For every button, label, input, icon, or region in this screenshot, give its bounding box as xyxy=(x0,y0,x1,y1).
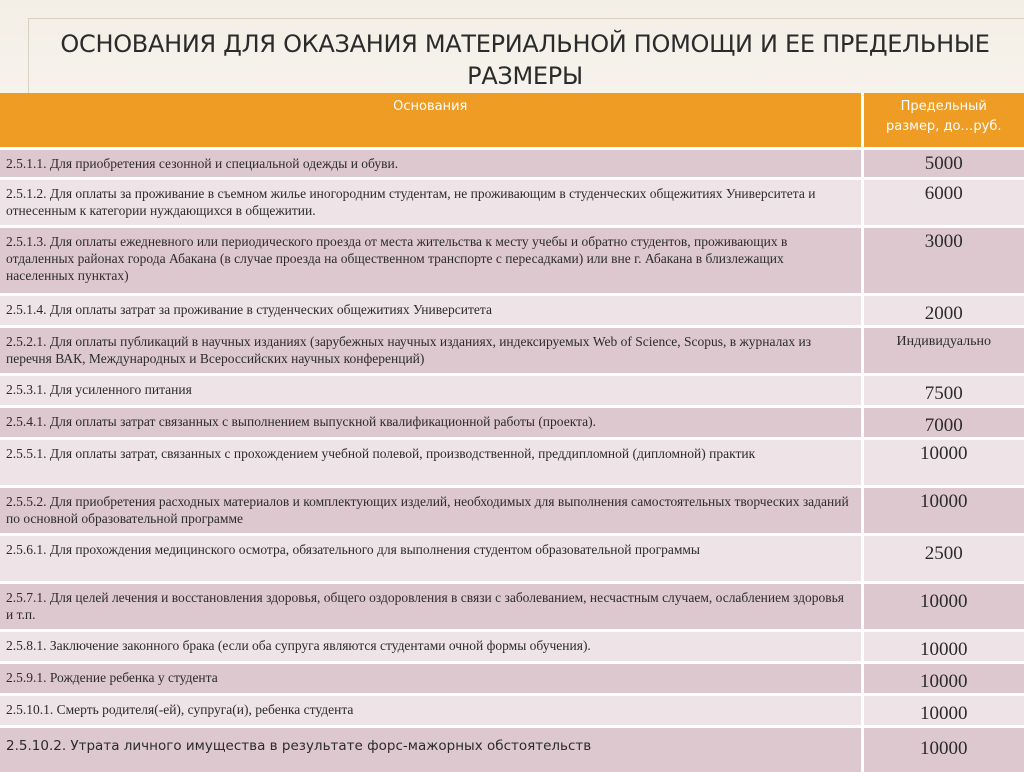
row-basis: 2.5.5.2. Для приобретения расходных материалов и комплектующих изделий, необходимых для выполнения самостоятельных творческих заданий по основной образовательной программе xyxy=(0,487,862,535)
table-row xyxy=(0,375,1024,407)
row-basis: 2.5.3.1. Для усиленного питания xyxy=(0,375,862,407)
row-limit: 3000 xyxy=(862,227,1024,295)
page-title-line1: ОСНОВАНИЯ ДЛЯ ОКАЗАНИЯ МАТЕРИАЛЬНОЙ ПОМОЩИ И ЕЕ ПРЕДЕЛЬНЫЕ xyxy=(60,30,990,58)
table-row xyxy=(0,179,1024,227)
row-basis: 2.5.9.1. Рождение ребенка у студента xyxy=(0,663,862,695)
row-limit: 2000 xyxy=(862,295,1024,327)
row-basis: 2.5.7.1. Для целей лечения и восстановления здоровья, общего оздоровления в связи с заболеванием, несчастным случаем, ослаблением здоровья и т.п. xyxy=(0,583,862,631)
header-limit-line2: размер, до…руб. xyxy=(886,119,1002,134)
row-basis: 2.5.2.1. Для оплаты публикаций в научных изданиях (зарубежных научных изданиях, индексируемых Web of Science, Scopus, в журналах из перечня ВАК, Международных и Всероссийских научных конференций) xyxy=(0,327,862,375)
row-basis: 2.5.6.1. Для прохождения медицинского осмотра, обязательного для выполнения студентом образовательной программы xyxy=(0,535,862,583)
page-title-line2: РАЗМЕРЫ xyxy=(467,62,583,90)
table-row xyxy=(0,583,1024,631)
row-limit: 7000 xyxy=(862,407,1024,439)
table-row xyxy=(0,327,1024,375)
row-basis: 2.5.1.3. Для оплаты ежедневного или периодического проезда от места жительства к месту учебы и обратно студентов, проживающих в отдаленных районах города Абакана (в случае проезда на общественном транспорте с пересадками) или вне г. Абакана в близлежащих населенных пунктах) xyxy=(0,227,862,295)
header-limit xyxy=(862,93,1024,149)
table-row xyxy=(0,407,1024,439)
row-basis: 2.5.10.2. Утрата личного имущества в результате форс-мажорных обстоятельств xyxy=(0,727,862,772)
table-row xyxy=(0,663,1024,695)
row-limit: 10000 xyxy=(862,631,1024,663)
table-row xyxy=(0,487,1024,535)
aid-limits-table xyxy=(0,93,1024,772)
table-row xyxy=(0,631,1024,663)
row-basis: 2.5.1.2. Для оплаты за проживание в съемном жилье иногородним студентам, не проживающим в студенческих общежитиях Университета и отнесенным к категории нуждающихся в общежитии. xyxy=(0,179,862,227)
row-limit: 10000 xyxy=(862,487,1024,535)
row-basis: 2.5.8.1. Заключение законного брака (если оба супруга являются студентами очной формы обучения). xyxy=(0,631,862,663)
row-basis: 2.5.10.1. Смерть родителя(-ей), супруга(и), ребенка студента xyxy=(0,695,862,727)
row-limit: 10000 xyxy=(862,663,1024,695)
table-row xyxy=(0,227,1024,295)
title-area xyxy=(0,0,1024,93)
row-basis: 2.5.5.1. Для оплаты затрат, связанных с прохождением учебной полевой, производственной, преддипломной (дипломной) практик xyxy=(0,439,862,487)
row-basis: 2.5.1.4. Для оплаты затрат за проживание в студенческих общежитиях Университета xyxy=(0,295,862,327)
row-basis: 2.5.4.1. Для оплаты затрат связанных с выполнением выпускной квалификационной работы (проекта). xyxy=(0,407,862,439)
table-header-row xyxy=(0,93,1024,149)
row-limit: 10000 xyxy=(862,439,1024,487)
row-limit: 5000 xyxy=(862,149,1024,179)
row-limit: 7500 xyxy=(862,375,1024,407)
row-limit: 6000 xyxy=(862,179,1024,227)
header-basis: Основания xyxy=(0,93,862,149)
table-row xyxy=(0,439,1024,487)
table-row xyxy=(0,295,1024,327)
row-limit: 10000 xyxy=(862,695,1024,727)
row-limit: 10000 xyxy=(862,727,1024,772)
page-title xyxy=(30,28,1020,92)
row-limit: 10000 xyxy=(862,583,1024,631)
table-row xyxy=(0,535,1024,583)
title-divider-left xyxy=(28,18,29,93)
row-limit: 2500 xyxy=(862,535,1024,583)
table-row xyxy=(0,695,1024,727)
table-row xyxy=(0,149,1024,179)
title-divider-top xyxy=(28,18,1024,19)
table-row xyxy=(0,727,1024,772)
row-basis: 2.5.1.1. Для приобретения сезонной и специальной одежды и обуви. xyxy=(0,149,862,179)
header-limit-line1: Предельный xyxy=(900,99,987,114)
row-limit: Индивидуально xyxy=(862,327,1024,375)
